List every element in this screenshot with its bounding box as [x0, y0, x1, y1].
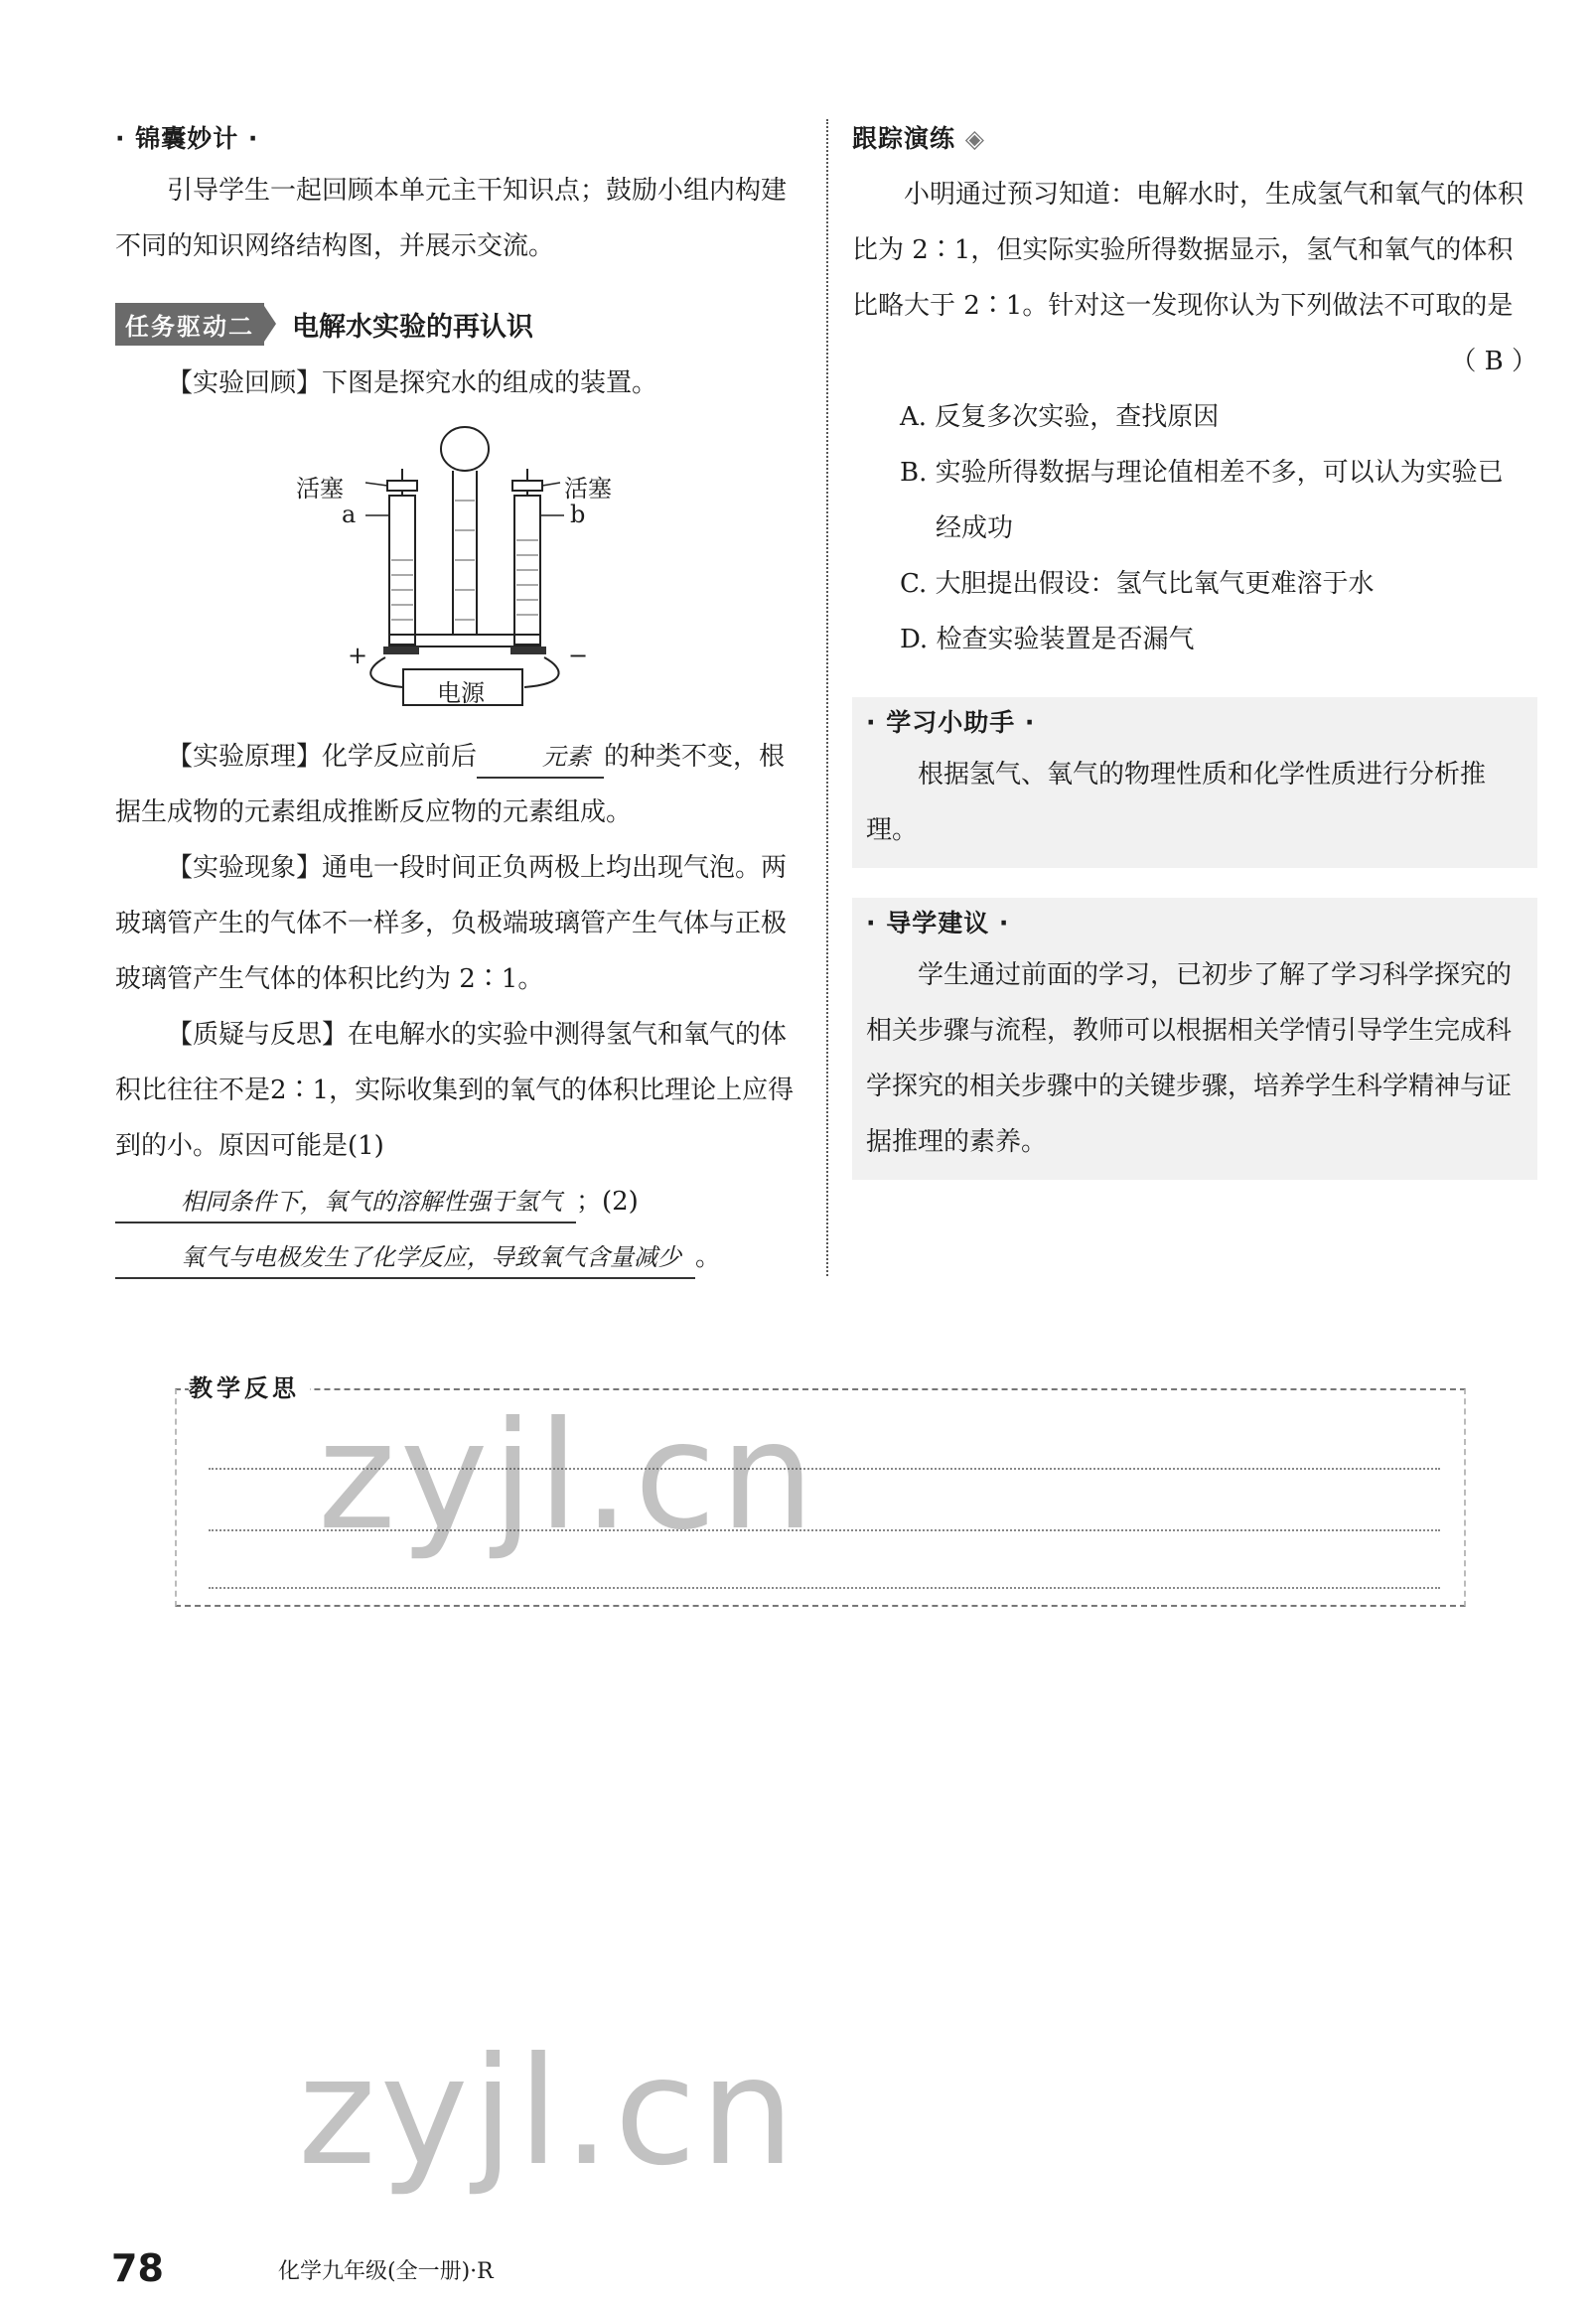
helper-text: 根据氢气、氧气的物理性质和化学性质进行分析推理。 [866, 760, 1487, 845]
left-column [115, 119, 810, 1285]
tube-a-label: a [342, 501, 357, 528]
page-number: 78 [111, 2246, 164, 2290]
writing-line-3[interactable] [209, 1587, 1440, 1589]
column-divider [826, 119, 828, 1276]
choice-b-cont: 经成功 [936, 513, 1014, 543]
minus-sign: − [568, 642, 589, 669]
watermark-bottom: zyjl.cn [298, 2026, 799, 2199]
tips-label: · 锦囊妙计 · [115, 124, 259, 153]
watermark-top: zyjl.cn [318, 1390, 819, 1563]
principle-answer: 元素 [477, 737, 604, 779]
task-title: 电解水实验的再认识 [292, 311, 533, 343]
guide-text: 学生通过前面的学习，已初步了解了学习科学探究的相关步骤与流程，教师可以根据相关学情引导学生完成科学探究的相关步骤中的关键步骤，培养学生科学精神与证据推理的素养。 [866, 960, 1513, 1157]
question-text: 小明通过预习知道：电解水时，生成氢气和氧气的体积比为 2∶1，但实际实验所得数据显示，氢气和氧气的体积比略大于 2∶1。针对这一发现你认为下列做法不可取的是 [852, 180, 1524, 321]
choice-a: A. 反复多次实验，查找原因 [900, 402, 1220, 432]
choice-d: D. 检查实验装置是否漏气 [900, 625, 1195, 654]
plus-sign: + [348, 642, 368, 669]
valve-label-left: 活塞 [296, 475, 344, 503]
power-label: 电源 [437, 679, 485, 707]
principle-paragraph [115, 729, 810, 840]
valve-label-right: 活塞 [564, 475, 612, 503]
answer-bracket: （ B ） [1450, 347, 1537, 376]
reflect-answer-1: 相同条件下，氧气的溶解性强于氢气 [115, 1182, 576, 1223]
electrolysis-apparatus-figure [296, 421, 622, 719]
reflect-head: 【质疑与反思】 [167, 1020, 349, 1050]
reflect-end: 。 [695, 1242, 722, 1272]
choice-c: C. 大胆提出假设：氢气比氧气更难溶于水 [900, 569, 1375, 599]
tips-text: 引导学生一起回顾本单元主干知识点；鼓励小组内构建不同的知识网络结构图，并展示交流。 [115, 176, 788, 261]
guide-label: · 导学建议 · [866, 909, 1010, 937]
right-column [852, 119, 1537, 1180]
practice-label-text: 跟踪演练 [852, 124, 956, 153]
guide-box [852, 898, 1537, 1180]
reflect-mid: ；(2) [576, 1187, 639, 1217]
diamond-icon: ◈ [964, 124, 985, 153]
tube-b-label: b [570, 501, 586, 528]
principle-head: 【实验原理】 [167, 742, 323, 772]
reflect-paragraph [115, 1007, 810, 1285]
review-head: 【实验回顾】 [167, 368, 323, 398]
reflection-title: 教学反思 [189, 1368, 310, 1403]
phenomenon-paragraph [115, 840, 810, 1007]
phenomenon-text: 通电一段时间正负两极上均出现气泡。两玻璃管产生的气体不一样多，负极端玻璃管产生气体与正极玻璃管产生气体的体积比约为 2∶1。 [115, 853, 788, 994]
helper-label: · 学习小助手 · [866, 708, 1036, 737]
review-text: 下图是探究水的组成的装置。 [322, 368, 658, 398]
book-title: 化学九年级(全一册)·R [278, 2259, 494, 2284]
review-paragraph [115, 356, 810, 411]
principle-pre: 化学反应前后 [322, 742, 478, 772]
choice-b: B. 实验所得数据与理论值相差不多，可以认为实验已 [900, 458, 1504, 488]
study-helper-box [852, 697, 1537, 868]
task-banner [115, 302, 810, 346]
tag-arrow-icon [264, 306, 276, 342]
practice-label [852, 119, 1537, 155]
phenomenon-head: 【实验现象】 [167, 853, 323, 883]
reflect-pre: 在电解水的实验中测得氢气和氧气的体积比往往不是2∶1，实际收集到的氧气的体积比理论上应得到的小。原因可能是(1) [115, 1020, 795, 1161]
reflect-answer-2: 氧气与电极发生了化学反应，导致氧气含量减少 [115, 1237, 695, 1279]
task-tag: 任务驱动二 [115, 303, 264, 346]
principle-post: 的种类不变，根据生成物的元素组成推断反应物的元素组成。 [115, 742, 786, 827]
